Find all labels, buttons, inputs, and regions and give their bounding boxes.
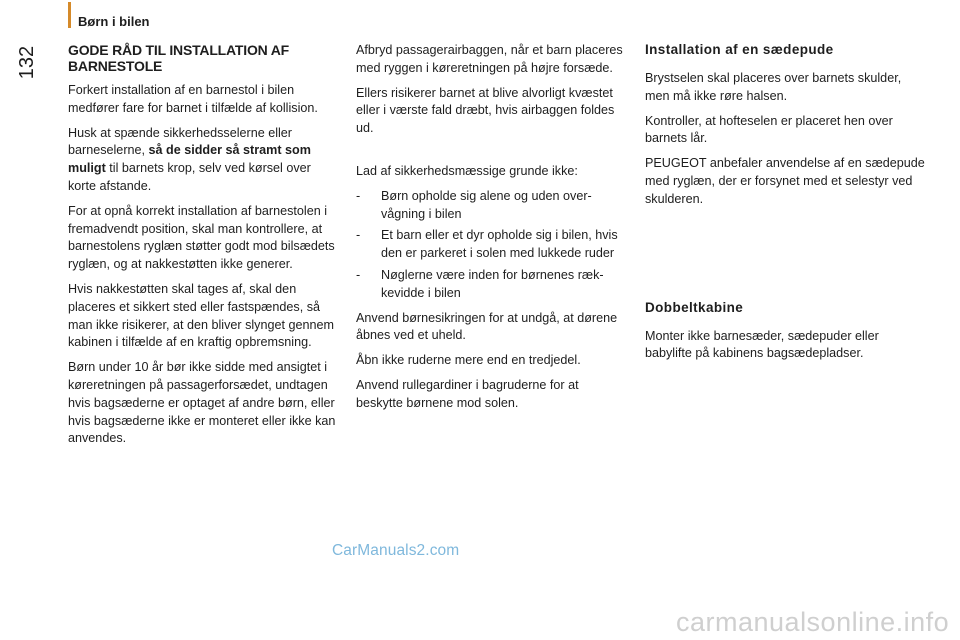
list-item xyxy=(356,267,628,303)
list-item xyxy=(356,188,628,224)
list-item-text: Børn opholde sig alene og uden over-vågning i bilen xyxy=(381,188,592,221)
paragraph-forward-facing: For at opnå korrekt installation af barnestolen i fremadvendt position, skal man kontrollere, at barnestolens ryglæn støtter godt mod bilsædets ryglæn, og at nakkestøtten ikke generer. xyxy=(68,203,335,272)
paragraph-seatbelts xyxy=(68,125,336,196)
list-dash: - xyxy=(356,188,361,203)
paragraph-safety-intro: Lad af sikkerhedsmæssige grunde ikke: xyxy=(356,163,578,178)
paragraph-airbag-risk: Ellers risikerer barnet at blive alvorligt kvæstet eller i værste fald dræbt, hvis airbaggen foldes ud. xyxy=(356,85,615,136)
header-accent-bar xyxy=(68,2,71,28)
paragraph-headrest: Hvis nakkestøtten skal tages af, skal den placeres et sikkert sted eller fastspændes, så man ikke risikerer, at den bliver slynget gennem kabinen i tilfælde af en kraftig opbremsning. xyxy=(68,281,334,350)
paragraph-windows: Åbn ikke ruderne mere end en tredjedel. xyxy=(356,353,581,368)
paragraph-double-cab: Monter ikke barnesæder, sædepuder eller babylifte på kabinens bagsædepladser. xyxy=(645,328,879,361)
watermark-carmanualsonline: carmanualsonline.info xyxy=(676,607,950,637)
heading-booster-seat: Installation af en sædepude xyxy=(645,42,834,57)
column-right xyxy=(645,42,925,370)
paragraph-lap-belt: Kontroller, at hofteselen er placeret hen over barnets lår. xyxy=(645,113,893,146)
paragraph-airbag: Afbryd passagerairbaggen, når et barn placeres med ryggen i køreretningen på højre forsæde. xyxy=(356,43,623,75)
seatbelt-text-post: til barnets krop, selv ved kørsel over korte afstande. xyxy=(68,161,311,193)
list-dash: - xyxy=(356,267,361,282)
paragraph-recommendation: PEUGEOT anbefaler anvendelse af en sædepude med ryglæn, der er forsynet med et selestyr ved skulderen. xyxy=(645,156,925,206)
seatbelt-text-bold: så de sidder så stramt som muligt xyxy=(68,143,311,176)
heading-double-cab: Dobbeltkabine xyxy=(645,299,744,315)
paragraph-chest-belt: Brystselen skal placeres over barnets skulder, men må ikke røre halsen. xyxy=(645,71,902,103)
safety-list xyxy=(356,188,628,303)
column-middle xyxy=(356,42,628,420)
paragraph-blinds: Anvend rullegardiner i bagruderne for at beskytte børnene mod solen. xyxy=(356,377,579,410)
list-item xyxy=(356,227,628,263)
page-number xyxy=(10,42,46,82)
paragraph-under-10: Børn under 10 år bør ikke sidde med ansigtet i køreretningen på passagerforsædet, undtagen hvis bagsæderne er optaget af andre børn, eller hvis bagsæderne ikke er monteret eller ikke kan anvendes. xyxy=(68,360,336,446)
paragraph-intro: Forkert installation af en barnestol i bilen medfører fare for barnet i tilfælde af kollision. xyxy=(68,83,318,115)
watermark-carmanuals2: CarManuals2.com xyxy=(332,542,460,559)
main-heading: GODE RÅD TIL INSTALLATION AF BARNESTOLE xyxy=(68,42,289,74)
column-left xyxy=(68,42,336,455)
list-dash: - xyxy=(356,228,361,243)
list-item-text: Nøglerne være inden for børnenes ræk-kevidde i bilen xyxy=(381,267,604,300)
list-item-text: Et barn eller et dyr opholde sig i bilen, hvis den er parkeret i solen med lukkede ruder xyxy=(381,228,618,261)
section-title: Børn i bilen xyxy=(78,14,150,29)
page-number-text: 132 xyxy=(16,45,39,79)
paragraph-child-lock: Anvend børnesikringen for at undgå, at dørene åbnes ved et uheld. xyxy=(356,310,618,343)
seatbelt-text-pre: Husk at spænde sikkerhedsselerne eller barneselerne, xyxy=(68,125,293,158)
